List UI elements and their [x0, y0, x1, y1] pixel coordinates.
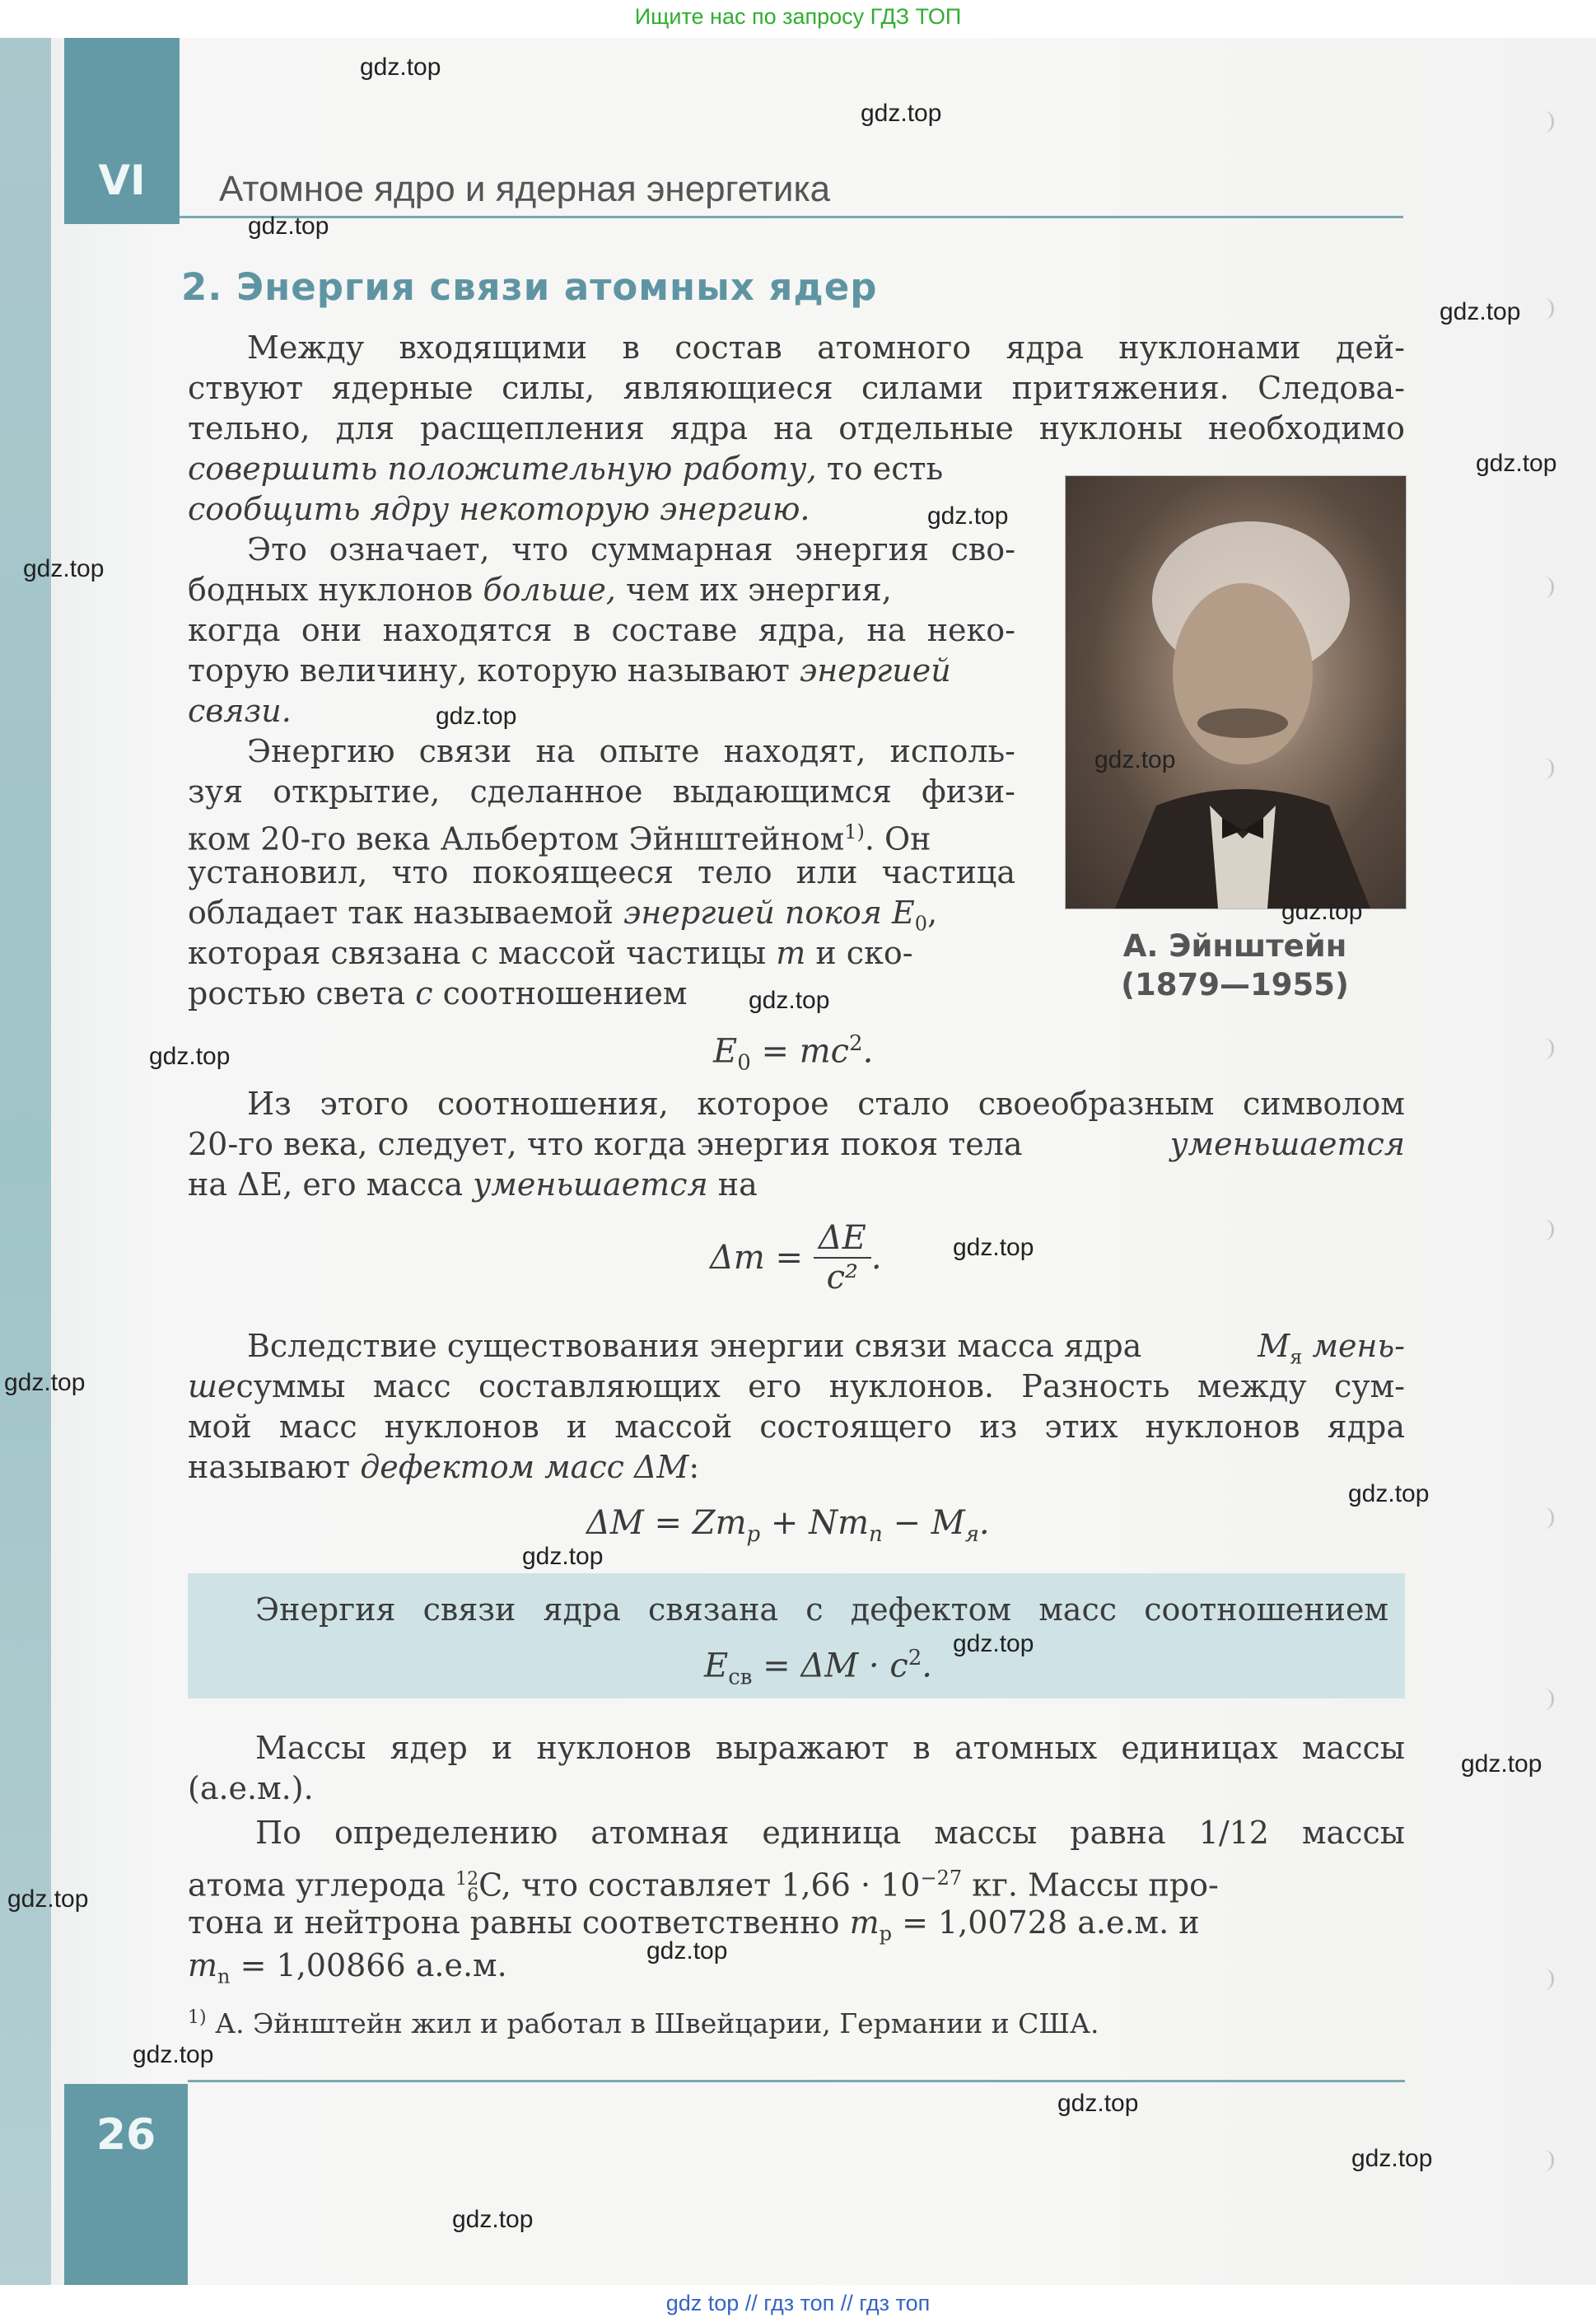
text-line: зуя открытие, сделанное выдающимся физи-: [188, 773, 1015, 810]
subscript: p: [879, 1922, 893, 1946]
watermark: gdz.top: [1348, 1480, 1430, 1507]
text-line: [188, 651, 951, 691]
watermark: gdz.top: [360, 54, 441, 81]
watermark: gdz.top: [1461, 1750, 1542, 1778]
page-number: 26: [96, 2110, 156, 2160]
superscript: 2: [849, 1031, 863, 1056]
text-span: на: [707, 1166, 758, 1203]
emphasis: совершить положительную работу,: [188, 451, 817, 487]
text-span: то есть: [816, 451, 944, 487]
formula-part: .: [862, 1032, 874, 1071]
text-line: (а.е.м.).: [188, 1770, 314, 1806]
text-line: Это означает, что суммарная энергия сво-: [247, 531, 1015, 568]
text-span: = 1,00728 а.е.м. и: [892, 1904, 1200, 1941]
formula-part: Δm =: [710, 1239, 804, 1277]
text-line: [188, 974, 687, 1014]
text-line: [188, 933, 913, 974]
text-span: на ΔE, его масса: [188, 1166, 474, 1203]
text-line: мой масс нуклонов и массой состоящего из этих нуклонов ядра: [188, 1409, 1405, 1445]
footnote-ref: 1): [844, 820, 865, 843]
formula-part: E: [713, 1032, 738, 1071]
formula-part: − M: [882, 1504, 965, 1542]
text-line: сообщить ядру некоторую энергию.: [188, 491, 810, 527]
text-line: Массы ядер и нуклонов выражают в атомных единицах массы: [255, 1730, 1405, 1766]
text-span: Вследствие существования энергии связи масса ядра: [247, 1328, 1142, 1364]
isotope-atomic-number: 6: [467, 1885, 479, 1907]
text-line: [188, 1447, 699, 1488]
text-line: [188, 570, 892, 610]
text-span: чем их энергия,: [615, 572, 892, 608]
chapter-number: VI: [98, 157, 146, 204]
watermark: gdz.top: [4, 1369, 86, 1396]
watermark: gdz.top: [1281, 898, 1363, 925]
top-banner[interactable]: Ищите нас по запросу ГДЗ ТОП: [634, 4, 962, 29]
denominator: c²: [826, 1259, 859, 1296]
text-span: которая связана с массой частицы: [188, 935, 777, 971]
text-line: [188, 1858, 1405, 1906]
emphasis: M: [1258, 1328, 1290, 1364]
watermark: gdz.top: [149, 1043, 231, 1070]
formula-binding-energy: [704, 1646, 932, 1689]
emphasis: энергией покоя E: [623, 895, 915, 931]
formula-part: = mc: [750, 1032, 850, 1071]
footer-rule: [188, 2080, 1405, 2082]
formula-part: = ΔM · c: [752, 1647, 908, 1685]
emphasis: больше,: [483, 572, 616, 608]
text-span: и ско-: [805, 935, 913, 971]
emphasis: ше: [188, 1368, 236, 1404]
isotope-mass-number: 12: [455, 1869, 479, 1890]
text-span: ростью света: [188, 975, 416, 1011]
text-span: тона и нейтрона равны соответственно: [188, 1904, 850, 1941]
caption-name: А. Эйнштейн: [1122, 928, 1347, 964]
watermark: gdz.top: [436, 703, 517, 730]
formula-part: .: [922, 1647, 933, 1685]
header-rule: [180, 216, 1403, 218]
caption-years: (1879—1955): [1121, 967, 1349, 1002]
superscript: 2: [908, 1646, 922, 1670]
text-span: . Он: [864, 820, 931, 857]
text-line: ствуют ядерные силы, являющиеся силами притяжения. Следова-: [188, 370, 1405, 406]
emphasis: энергией: [799, 652, 951, 689]
watermark: gdz.top: [953, 1234, 1034, 1261]
text-line: установил, что покоящееся тело или частица: [188, 854, 1015, 890]
watermark: gdz.top: [749, 987, 830, 1014]
emphasis: m: [188, 1947, 218, 1983]
portrait-caption: [1065, 927, 1405, 1004]
formula-part: ΔM = Zm: [586, 1504, 747, 1542]
superscript: −27: [920, 1866, 963, 1890]
text-span: суммы масс составляющих его нуклонов. Разность между сум-: [236, 1368, 1405, 1404]
text-span: ком 20-го века Альбертом Эйнштейном: [188, 820, 845, 857]
text-line: связи.: [188, 693, 292, 729]
emphasis: m: [776, 935, 806, 971]
section-title: 2. Энергия связи атомных ядер: [181, 265, 878, 309]
subscript: 0: [737, 1050, 751, 1076]
emphasis: уменьшается: [473, 1166, 708, 1203]
watermark: gdz.top: [452, 2206, 534, 2233]
text-span: атома углерода 12 6 C, что составляет $1,66 \cdot 10^{-27}$ кг. Массы про-: [188, 1866, 1219, 1907]
portrait-image: [1066, 476, 1406, 909]
text-line: [188, 1367, 1405, 1407]
emphasis: мень-: [1302, 1328, 1405, 1364]
subscript: св: [728, 1665, 753, 1690]
text-line: [188, 1946, 507, 1997]
formula-part: + Nm: [760, 1504, 870, 1542]
einstein-portrait: [1065, 475, 1407, 909]
text-span: :: [688, 1449, 700, 1485]
watermark: gdz.top: [133, 2041, 214, 2068]
formula-part: .: [978, 1504, 990, 1542]
text-span: ,: [927, 895, 938, 931]
fraction: [814, 1219, 871, 1296]
text-line: Между входящими в состав атомного ядра нуклонами дей-: [247, 329, 1405, 366]
text-line: Энергию связи на опыте находят, исполь-: [247, 733, 1015, 769]
text-line: тельно, для расщепления ядра на отдельные нуклоны необходимо: [188, 410, 1405, 446]
subscript: n: [869, 1522, 883, 1547]
formula-part: .: [870, 1239, 882, 1277]
subscript: n: [217, 1965, 231, 1988]
emphasis: m: [849, 1904, 880, 1941]
emphasis: уменьшается: [1169, 1126, 1405, 1162]
watermark: gdz.top: [1094, 746, 1176, 773]
watermark: gdz.top: [1057, 2090, 1139, 2117]
left-margin-strip: [0, 38, 51, 2285]
formula-rest-energy: [713, 1031, 873, 1075]
watermark: gdz.top: [7, 1885, 89, 1913]
bottom-banner[interactable]: gdz top // гдз топ // гдз топ: [665, 2291, 931, 2315]
text-line: По определению атомная единица массы равна 1/12 массы: [255, 1815, 1405, 1851]
text-line: Из этого соотношения, которое стало своеобразным символом: [247, 1086, 1405, 1122]
watermark: gdz.top: [1351, 2145, 1433, 2172]
watermark: gdz.top: [23, 555, 105, 582]
numerator: ΔE: [814, 1219, 871, 1259]
watermark: gdz.top: [646, 1937, 728, 1965]
text-span: = 1,00866 а.е.м.: [230, 1947, 507, 1983]
footnote-text: А. Эйнштейн жил и работал в Швейцарии, Германии и США.: [206, 2007, 1099, 2039]
watermark: gdz.top: [1440, 298, 1521, 325]
highlight-text: Энергия связи ядра связана с дефектом масс соотношением: [255, 1591, 1388, 1628]
subscript: я: [964, 1522, 979, 1547]
text-line: [188, 449, 943, 489]
emphasis: c: [415, 975, 433, 1011]
chapter-title: Атомное ядро и ядерная энергетика: [219, 169, 831, 209]
subscript: 0: [914, 912, 928, 936]
text-span: называют: [188, 1449, 361, 1485]
subscript: я: [1290, 1345, 1303, 1369]
watermark: gdz.top: [861, 100, 942, 127]
subscript: p: [746, 1522, 761, 1547]
text-line: [188, 1165, 758, 1205]
text-span: торую величину, которую называют: [188, 652, 800, 689]
formula-mass-defect: [586, 1504, 990, 1547]
text-span: соотношением: [432, 975, 688, 1011]
text-span: обладает так называемой: [188, 895, 624, 931]
watermark: gdz.top: [248, 213, 329, 240]
watermark: gdz.top: [522, 1543, 604, 1570]
watermark: gdz.top: [1476, 450, 1557, 477]
emphasis: дефектом масс ΔM: [360, 1449, 689, 1485]
text-line: когда они находятся в составе ядра, на неко-: [188, 612, 1015, 648]
watermark: gdz.top: [953, 1630, 1034, 1657]
text-line: [188, 1124, 1405, 1165]
formula-part: E: [704, 1647, 729, 1685]
footnote-mark: 1): [188, 2007, 207, 2028]
text-span: бодных нуклонов: [188, 572, 483, 608]
footnote: [188, 2007, 1099, 2039]
text-span: 20-го века, следует, что когда энергия покоя тела: [188, 1126, 1023, 1162]
watermark: gdz.top: [927, 502, 1009, 530]
formula-mass-change: [710, 1219, 882, 1296]
